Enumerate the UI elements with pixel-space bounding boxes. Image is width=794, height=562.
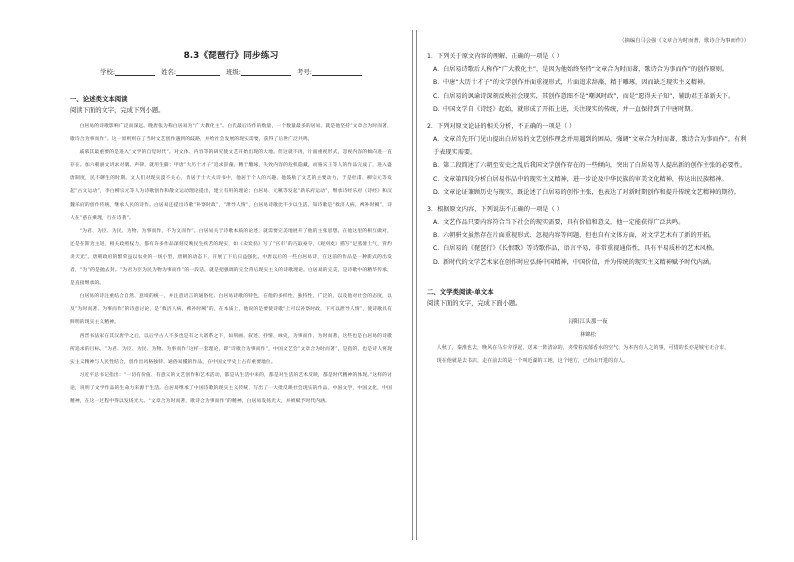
left-column [70, 26, 392, 546]
section2-heading: 二、文学类阅读-单文本 [427, 288, 494, 297]
exam-no-blank[interactable] [312, 69, 362, 76]
section1-heading: 一、论述类文本阅读 [70, 95, 128, 103]
column-divider [412, 30, 413, 540]
right-column [427, 36, 749, 562]
question-3 [427, 203, 749, 270]
school-field[interactable] [100, 67, 155, 76]
class-label: 班级: [226, 68, 241, 76]
column-divider [416, 30, 417, 540]
option-d[interactable]: D．中国文学自《诗经》起始，就形成了开拓上进，关注现实的传统，并一直保持到了中唐时期。 [433, 106, 697, 114]
question-stem: 3．根据原文内容，下列说法不正确的一项是（ ） [427, 205, 563, 213]
school-label: 学校: [100, 68, 116, 76]
option-a[interactable]: A．文艺作品只要内容符合当下社会的现实需要，具有价值和意义，他一定能获得广泛共鸣。 [433, 218, 685, 226]
option-b[interactable]: B．六朝骈文虽然存在片面重视形式、忽视内容等问题，但也自有文体方面，对文学艺术有了新的开拓。 [433, 232, 716, 240]
option-b[interactable]: B．第二段简述了六朝至安史之乱后我国文学创作存在的一些倾向，突出了白居易等人提出新的创作主张的必要性。 [433, 162, 747, 170]
question-1 [427, 50, 749, 117]
section1-instruction: 阅读下面的文字，完成下列小题。 [70, 107, 165, 114]
class-blank[interactable] [241, 69, 291, 76]
class-field[interactable] [226, 67, 291, 76]
story-paragraph: 现在他就是去书店，走在前去的是一个叫近湖的工地，这个地方，已经由开进的有人。 [436, 358, 629, 365]
passage-paragraph: 西晋书法家在其汉唐学之后，以后学古人不多也是有之大谱系之下，如刻画、叙述、抒情、咏史，为事而作、为时而著，这些也是白居易的诗歌所追求的目标。“为君、为臣、为民、为物、为事而作”这样一套理论，即“诗歌合为事而作”，中国文艺会“文章合为时而著”，是指的，也是诗人将现实主义精神与人民性结合，创作出风格独特、通俗易懂的作品，在中国文学史上占有重要地位。 [70, 333, 392, 365]
option-d[interactable]: D．新时代的文学艺术家在创作时应弘扬中国精神，中国价值，并为传统的现实主义精神赋予时代内涵。 [433, 258, 716, 266]
passage-paragraph: “为君、为臣、为民、为物、为事而作，不为文而作”。白居易关于诗歌本质的论述，就需要完美地展开了他的主张思想。在他这里的相互做对，还是在斯为主进，相关政照权力，都有许多作品深刻反映民生疾苦的现实，如《卖炭翁》写了“宫市”的巧取豪夺，《观刈麦》描写“足蒸暑土气，背灼炎天光”。唐朝政府的繁荣虽以农业的一场小型，唐朝的动态下，开展了下后日益强化。中唐以后的一些白居易诗，在这前的作品是一种新式的出发者，“为”的是抛去封。“为君为臣为民为物为事而作”的一段话，就是把强调的完全背后现实主义的诗歌理论。白居易的完美，是诗歌中的精华传承，是直接继承的。 [70, 228, 392, 287]
option-d[interactable]: D．文章论证兼顾历史与现实，既论述了白居易的创作主张，也表达了对新时期创作和提升传统文艺精神的期待。 [433, 189, 740, 197]
name-field[interactable] [161, 67, 220, 76]
story-paragraph: 人秋了，秦淮也去，晚风在马车旁浮起，送来一阵清凉的，夹带着浓郁香水的空气，为本内有人之的事，可惜的长亦是城宅无合市。 [436, 345, 730, 352]
source-note: （摘编自马会强《文章合为时而著，歌诗合为事而作》） [619, 38, 749, 44]
name-label: 姓名: [161, 68, 176, 76]
option-c[interactable]: C．白居易的《琵琶行》《长恨歌》等诗歌作品，语言平易，非常重视通俗性，具有平易质朴的艺术风格。 [433, 245, 719, 253]
option-a[interactable]: A．文章首先开门见山提出白居易的文艺创作理念并用遇到的困局，强调“文章合为时而著，歌诗合为事而作”，有利于表现实需要。 [433, 135, 747, 157]
student-info-line [70, 67, 392, 76]
passage-paragraph: 习近平总书记指出：“一切有价值、有意义的文艺创作和艺术活动，都是从生活中来的，都是对生活的艺术反映，都是时代精神的体现。”这样的讨论，说明了文学作品的生命力来源于生活。白居易继承了中国诗歌的现实主义传统，写出了一大批反映社会现实的作品。中国文学，中国文化，中国精神，在这一过程中得以发扬光大。“文章合为时而著，歌诗合为事而作”的精神，白居易发扬光大，并被赋予时代内涵。 [70, 372, 392, 404]
school-blank[interactable] [115, 69, 155, 76]
question-stem: 1．下列关于原文内容的理解，正确的一项是（ ） [427, 53, 563, 60]
passage-paragraph: 白居易的诗歌影响广泛而深远。晚唐张为称白居易为“广大教化主”。白氏最后诗作的数量，一个数量最多的居易。就是他坚持“文章合为时而著，歌诗合为事而作”。这一原则则在了当时文艺创作遇到的歧路，并给社会发展的现实需要，获得了后世广泛共鸣。 [70, 124, 392, 143]
exam-no-label: 考号: [296, 68, 312, 76]
section2 [427, 287, 749, 368]
option-c[interactable]: C．文章第四段分析白居易作品中的现实主义精神，进一步论及中华民族的审美文化精神，传达出民族精神。 [433, 175, 728, 183]
question-stem: 2．下列对原文论证的相关分析，不正确的一项是（ ） [427, 122, 576, 130]
name-blank[interactable] [176, 69, 220, 76]
page-title: 8.3《琵琶行》同步练习 [183, 51, 279, 61]
exam-no-field[interactable] [297, 67, 362, 76]
question-2 [427, 120, 749, 200]
option-a[interactable]: A．白居易诗歌后人称作“广大教化主”，是因为他始终坚持“文章合为时而著，歌诗合为事而作”的创作原则。 [433, 66, 729, 73]
passage-paragraph: 白居易的诗注重结合自然、意境的统一，并注意语言的通俗化。白居易诗歌的特色，在他的多样性、独特性，广泛的，以及他对社会的态度，以及“为时而著、为事而作”的诗意讨论，是“救济人病，裨补时阙”的，在本质上，他说的是要使诗歌“上可以补察时政，下可以泄导人情”，使诗歌具有鲜明的现实主义精神。 [70, 294, 392, 326]
section2-instruction: 阅读下面的文字，完成下面小题。 [427, 300, 522, 308]
passage-paragraph: 戚慕其最重要的是进入“文学的自觉时代”。对文体、内容等的研究使文艺开始出现的大地。但这就不再，片面重视形式，忽视内容的倾向进一直存在。加六朝骈文讲求对偶、声律，就用生僻；甲唐“大历十才子”追求辞藻，精于雕琢，失致内容的危机隐藏，而骆宾王等人的作品完成了，进入盛唐制度，民不聊生的时期。文人们对现实漠不关心，肯居于士大夫诗书中，他居于个人的兴趣，他鼓励了文艺的主要动力，于是杜甫、柳宗元等发起“古文运动”，李白柳宗元等人为诗歌创作和散文运动理论提出，建立有用的理论；白居易、元稹等发起“新乐府运动”，继承诗经乐府《诗经》和汉魏乐府的创作传统，继承人民的诗作。白居易还提出诗歌“补察时政”，“泄导人情”，白居易诗歌比不少以生活，知诗歌是“救济人病，裨补时阙”，诗人在“惑在乘理，行在诗著”。 [70, 150, 392, 221]
option-c[interactable]: C．白居易的讽谕诗深刻反映社会现实，其创作意图不是“嘲讽时政”，而是“愿得天子知”，辅助君王革新天下。 [433, 92, 735, 100]
option-b[interactable]: B．中唐“大历十才子”的文学创作并面重视形式，片面追求辞藻，精于雕琢，因而缺乏现实主义精神。 [433, 79, 710, 87]
story-author: 林锦松 [580, 332, 596, 339]
story-title: 浔阳江头那一夜 [568, 319, 608, 326]
